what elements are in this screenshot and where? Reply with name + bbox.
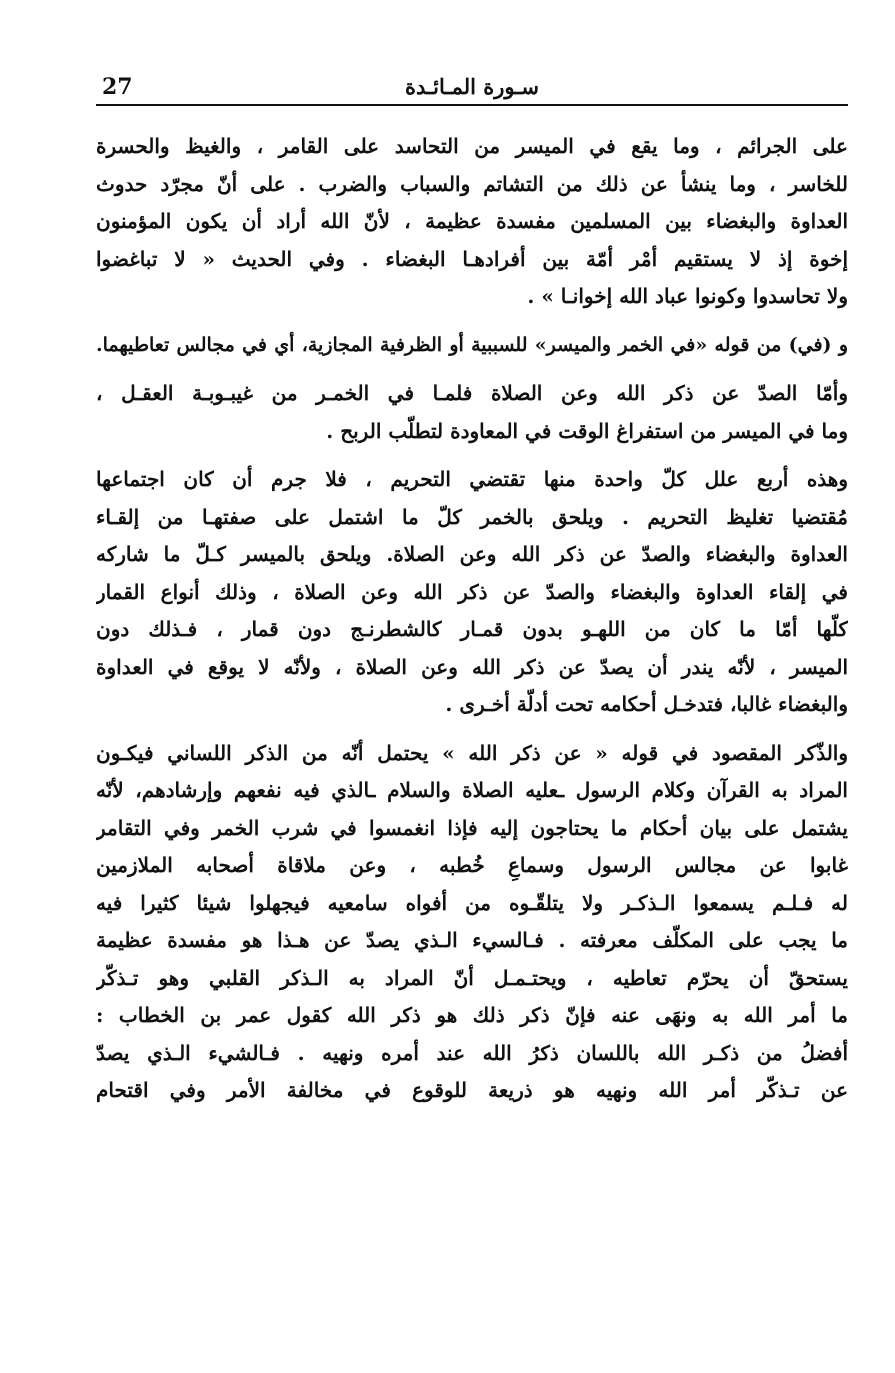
text-line: كلّها أمّا ما كان من اللهـو بدون قمـار كالشطرنـج دون قمار ، فـذلك دون <box>96 617 848 641</box>
text-line: ما يجب على المكلّف معرفته . فـالسيء الـذي يصدّ عن هـذا هو مفسدة عظيمة <box>96 928 848 952</box>
text-line: وما في الميسر من استفراغ الوقت في المعاودة لتطلّب الربح . <box>326 418 848 443</box>
text-line: وهذه أربع علل كلّ واحدة منها تقتضي التحريم ، فلا جرم أن كان اجتماعها <box>96 467 848 491</box>
paragraph <box>96 327 848 365</box>
text-line: يشتمل على بيان أحكام ما يحتاجون إليه فإذا انغمسوا في شرب الخمر وفي التقامر <box>96 815 848 840</box>
text-line: وأمّا الصدّ عن ذكر الله وعن الصلاة فلمـا في الخمـر من غيبـوبـة العقـل ، <box>96 381 848 405</box>
text-line: إخوة إذ لا يستقيم أمْر أمّة بين أفرادهـا البغضاء . وفي الحديث « لا تباغضوا <box>96 246 848 271</box>
text-line: ولا تحاسدوا وكونوا عباد الله إخوانـا » . <box>527 284 848 308</box>
text-line: الميسر ، لأنّه يندر أن يصدّ عن ذكر الله وعن الصلاة ، ولأنّه لا يوقع في العداوة <box>96 654 848 679</box>
text-line: العداوة والبغضاء والصدّ عن ذكر الله وعن الصلاة. ويلحق بالميسر كـلّ ما شاركه <box>96 542 848 566</box>
text-line: في إلقاء العداوة والبغضاء والصدّ عن ذكر الله وعن الصلاة ، وذلك أنواع القمار <box>96 579 848 604</box>
paragraph <box>96 128 848 316</box>
page-header <box>96 72 848 104</box>
text-line: له فـلـم يسمعوا الـذكـر ولا يتلقّـوه من أفواه سامعيه فيجهلوا شيئا كثيرا فيه <box>96 890 848 915</box>
surah-title: سـورة المـائـدة <box>405 74 539 99</box>
text-line: يستحقّ أن يحرّم تعاطيه ، ويحتـمـل أنّ المراد به الـذكر القلبي وهو تـذكّر <box>96 965 848 990</box>
page-number: 27 <box>102 74 133 100</box>
header-divider <box>96 104 848 106</box>
text-line: العداوة والبغضاء بين المسلمين مفسدة عظيمة ، لأنّ الله أراد أن يكون المؤمنون <box>96 209 848 233</box>
text-line: و (في) من قوله «في الخمر والميسر» للسببية أو الظرفية المجازية، أي في مجالس تعاطيهما. <box>96 333 848 356</box>
page-body <box>96 128 848 1121</box>
text-line: المراد به القرآن وكلام الرسول ـعليه الصلاة والسلام ـالذي فيه نفعهم وإرشادهم، لأنّه <box>96 778 848 802</box>
text-line: والذّكر المقصود في قوله « عن ذكر الله » يحتمل أنّه من الذكر اللساني فيكـون <box>96 740 848 765</box>
text-line: والبغضاء غالبا، فتدخـل أحكامه تحت أدلّة أخـرى . <box>445 692 848 716</box>
text-line: أفضلُ من ذكـر الله باللسان ذكرُ الله عند أمره ونهيه . فـالشيء الـذي يصدّ <box>96 1040 848 1065</box>
text-line: عن تـذكّر أمر الله ونهيه هو ذريعة للوقوع في مخالفة الأمر وفي اقتحام <box>96 1078 848 1102</box>
paragraph <box>96 375 848 450</box>
text-line: للخاسر ، وما ينشأ عن ذلك من التشاتم والسباب والضرب . على أنّ مجرّد حدوث <box>96 171 848 196</box>
text-line: على الجرائم ، وما يقع في الميسر من التحاسد على القامر ، والغيظ والحسرة <box>96 134 848 158</box>
text-line: مُقتضيا تغليظ التحريم . ويلحق بالخمر كلّ ما اشتمل على صفتهـا من إلقـاء <box>96 504 848 529</box>
text-line: غابوا عن مجالس الرسول وسماعِ خُطبه ، وعن ملاقاة أصحابه الملازمين <box>96 853 848 877</box>
paragraph <box>96 461 848 724</box>
text-line: ما أمر الله به ونهَى عنه فإنّ ذكر ذلك هو ذكر الله كقول عمر بن الخطاب : <box>96 1003 848 1027</box>
paragraph <box>96 735 848 1110</box>
